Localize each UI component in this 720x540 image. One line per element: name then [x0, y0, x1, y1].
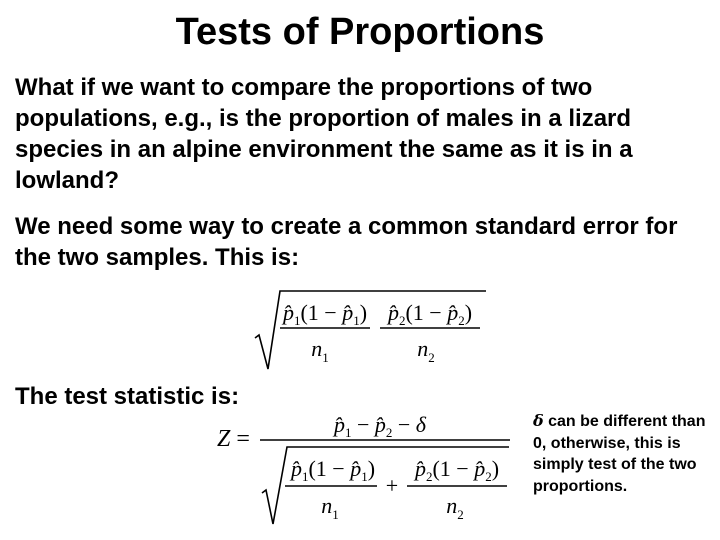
z-term2-denominator: $n_2$ [446, 493, 464, 522]
z-term1-denominator: $n_1$ [321, 493, 339, 522]
intro-paragraph: What if we want to compare the proportions of two populations, e.g., is the proportion of males in a lizard species in an alpine environment the same as it is in a lowland? [15, 74, 633, 194]
se-term2-numerator: $p̂_2(1$ − $p̂_2$) [387, 300, 473, 328]
delta-symbol: δ [533, 411, 544, 430]
z-statistic-formula [215, 400, 515, 530]
z-lhs: Z = [217, 426, 250, 452]
z-plus-sign: + [385, 473, 399, 498]
z-term2-numerator: $p̂_2(1$ − $p̂_2$) [414, 456, 500, 484]
se-term1-numerator: $p̂_1(1$ − $p̂_1$) [282, 300, 368, 328]
se-term2-denominator: $n_2$ [417, 336, 435, 365]
se-term1-denominator: $n_1$ [311, 336, 329, 365]
slide-title: Tests of Proportions [175, 11, 545, 53]
standard-error-paragraph: We need some way to create a common standard error for the two samples. This is: [15, 213, 678, 271]
z-numerator: $p̂_1$ − $p̂_2 - \delta$ [333, 412, 427, 440]
side-note-text: can be different than 0, otherwise, this is simply test of the two proportions. [533, 413, 706, 495]
delta-side-note [533, 410, 713, 497]
standard-error-formula [250, 283, 490, 373]
test-statistic-label: The test statistic is: [15, 383, 240, 410]
z-term1-numerator: $p̂_1(1$ − $p̂_1$) [290, 456, 376, 484]
